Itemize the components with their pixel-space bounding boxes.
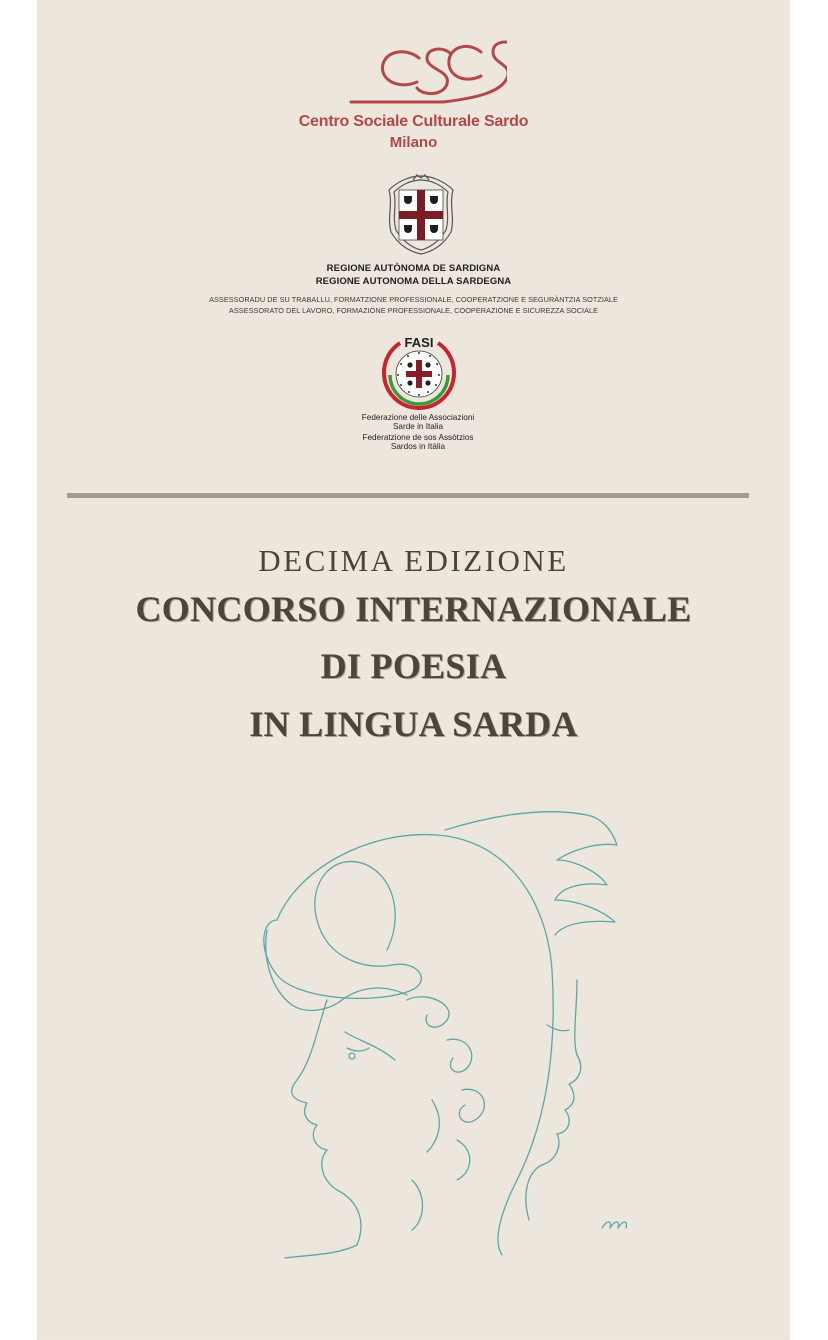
edition-label: DECIMA EDIZIONE bbox=[258, 543, 569, 578]
assessorate-sardinian: ASSESSORADU DE SU TRABALLU, FORMATZIONE PROFESSIONALE, COOPERATZIONE E SEGURÀNTZIA SOTZIALE bbox=[209, 295, 618, 304]
four-moors-crest-icon bbox=[383, 174, 459, 256]
fasi-name-sardinian bbox=[355, 433, 481, 451]
fasi-logo-icon bbox=[378, 333, 460, 413]
fasi-name-italian bbox=[355, 413, 481, 431]
assessorate-italian: ASSESSORATO DEL LAVORO, FORMAZIONE PROFESSIONALE, COOPERAZIONE E SICUREZZA SOCIALE bbox=[228, 306, 599, 315]
fasi-name-sardinian-line1: Federatzione de sos Assòtzios bbox=[362, 433, 474, 442]
cscs-logo-icon bbox=[347, 40, 507, 108]
section-divider bbox=[67, 493, 749, 498]
fasi-name-italian-line2: Sarde in Italia bbox=[392, 422, 444, 431]
title-line-2: DI POESIA bbox=[320, 646, 507, 686]
brochure-cover bbox=[37, 0, 790, 1340]
fasi-name-italian-line1: Federazione delle Associazioni bbox=[361, 413, 475, 422]
fasi-name-sardinian-line2: Sardos in Itàlia bbox=[390, 442, 446, 451]
title-line-1: CONCORSO INTERNAZIONALE bbox=[135, 589, 692, 629]
fasi-acronym: FASI bbox=[404, 335, 434, 350]
org-city: Milano bbox=[389, 134, 438, 151]
region-name-sardinian: REGIONE AUTÒNOMA DE SARDIGNA bbox=[326, 263, 501, 274]
warrior-head-sketch bbox=[217, 800, 627, 1270]
title-line-3: IN LINGUA SARDA bbox=[249, 704, 578, 744]
region-name-italian: REGIONE AUTONOMA DELLA SARDEGNA bbox=[315, 276, 512, 287]
org-name: Centro Sociale Culturale Sardo bbox=[298, 113, 529, 130]
